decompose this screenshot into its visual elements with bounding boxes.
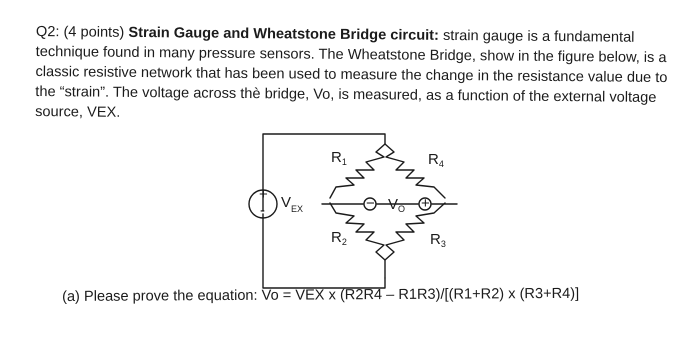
vex-label: $V_{EX}$	[281, 194, 304, 214]
r4-label: $R_4$	[428, 151, 444, 169]
source-plus-label: +	[259, 186, 268, 203]
vo-label: $V_O$	[388, 196, 406, 214]
vo-plus-sign: +	[421, 195, 430, 212]
vo-minus-sign: −	[366, 195, 375, 212]
question-number: Q2: (4 points)	[35, 23, 125, 41]
r3-label: $R_3$	[430, 231, 446, 249]
question-title: Strain Gauge and Wheatstone Bridge circuit:	[128, 24, 440, 44]
source-minus-label: -	[260, 202, 265, 219]
r1-label: $R_1$	[331, 149, 347, 167]
r2-label: $R_2$	[331, 229, 347, 247]
wire-bottom	[263, 214, 385, 288]
part-a-equation: (a) Please prove the equation: Vo = VEX x (R2R4 – R1R3)/[(R1+R2) x (R3+R4)]	[62, 285, 580, 305]
question-body: strain gauge is a fundamental technique found in many pressure sensors. The Wheatstone Bridge, show in the figure below, is a classic resistive network that has been used to measure the change in the resistance value due to the “strain”. The voltage across thè bridge, Vo, is measured, as a function of the external voltage source, VEX.	[35, 27, 668, 121]
